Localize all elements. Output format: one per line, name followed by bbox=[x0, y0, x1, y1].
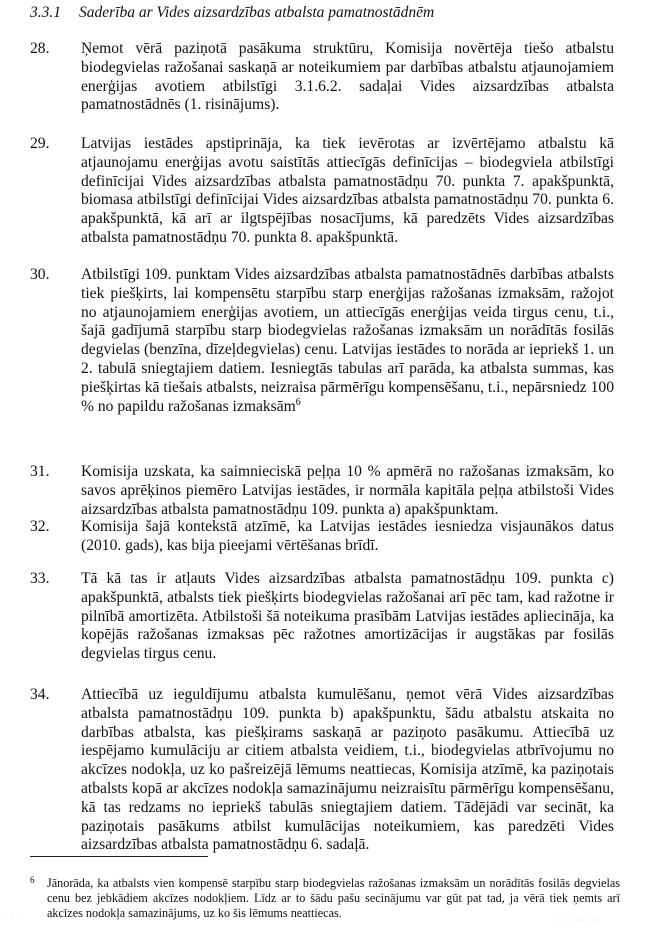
paragraph-number: 30. bbox=[30, 266, 50, 283]
section-heading bbox=[30, 4, 434, 22]
paragraph-30 bbox=[30, 266, 614, 416]
paragraph-text bbox=[81, 266, 614, 416]
scan-artifact-left: · · · bbox=[4, 913, 21, 922]
paragraph-text: Attiecībā uz ieguldījumu atbalsta kumulēšanu, ņemot vērā Vides aizsardzības atbalsta pamatnostādņu 109. punkta b) apakšpunktu, šādu atbalstu atskaita no darbības atbalsta, kas piešķirams saskaņā ar paziņoto pasākumu. Attiecībā uz iespējamo kumulāciju ar citiem atbalsta veidiem, t.i., biodegvielas atbrīvojumu no akcīzes nodokļa, uz ko pašreizējā lēmums neattiecas, Komisija atzīmē, ka paziņotais atbalsts kopā ar akcīzes nodokļa samazinājumu neizraisītu pārmērīgu kompensēšanu, kā tas redzams no iepriekš tabulās sniegtajiem datiem. Tādējādi var secināt, ka paziņotais pasākums atbilst kumulācijas noteikumiem, kas paredzēti Vides aizsardzības atbalsta pamatnostādņu 6. sadaļā. bbox=[81, 686, 614, 854]
footnote-text: Jānorāda, ka atbalsts vien kompensē starpību starp biodegvielas ražošanas izmaksām un norādītās fosilās degvielas cenu bez jebkādiem akcīzes nodokļiem. Līdz ar to šādu pašu secinājumu var gūt pat tad, ja vērā tiek ņemts arī akcīzes nodokļa samazinājums, uz ko šis lēmums neattiecas. bbox=[47, 876, 620, 921]
section-number: 3.3.1 bbox=[30, 4, 61, 21]
paragraph-34 bbox=[30, 686, 614, 855]
paragraph-number: 31. bbox=[30, 463, 50, 480]
paragraph-29 bbox=[30, 135, 614, 248]
footnote-number: 6 bbox=[30, 875, 35, 885]
paragraph-text: Komisija uzskata, ka saimnieciskā peļņa 10 % apmērā no ražošanas izmaksām, ko savos aprēķinos piemēro Latvijas iestādes, ir normāla kapitāla peļņa atbilstoši Vides aizsardzības atbalsta pamatnostādņu 109. punkta a) apakšpunktam. bbox=[81, 463, 614, 518]
paragraph-number: 34. bbox=[30, 686, 50, 703]
paragraph-number: 29. bbox=[30, 135, 50, 152]
paragraph-number: 32. bbox=[30, 518, 50, 535]
paragraph-text: Tā kā tas ir atļauts Vides aizsardzības atbalsta pamatnostādņu 109. punkta c) apakšpunktā, atbalsts tiek piešķirts biodegvielas ražošanai arī pēc tam, kad ražotne ir pilnībā amortizēta. Atbilstoši šā noteikuma prasībām Latvijas iestādes apliecināja, ka kopējās ražošanas izmaksas pēc ražotnes amortizācijas ir augstākas par fosilās degvielas tirgus cenu. bbox=[81, 570, 614, 663]
scan-artifact-right: · · · ·· · · bbox=[556, 916, 597, 925]
footnote-reference[interactable]: 6 bbox=[295, 396, 301, 408]
paragraph-text: Latvijas iestādes apstiprināja, ka tiek ievērotas ar izvērtējamo atbalstu kā atjaunojamu enerģijas avotu saistītās attiecīgās definīcijas – biodegviela atbilstīgi definīcijai Vides aizsardzības atbalsta pamatnostādņu 70. punkta 7. apakšpunktā, biomasa atbilstīgi definīcijai Vides aizsardzības atbalsta pamatnostādņu 70. punkta 6. apakšpunktā, kā arī ar ilgtspējības nosacījums, kā paredzēts Vides aizsardzības atbalsta pamatnostādņu 70. punkta 8. apakšpunktā. bbox=[81, 135, 614, 246]
section-title: Saderība ar Vides aizsardzības atbalsta pamatnostādnēm bbox=[79, 4, 435, 21]
footnote-separator bbox=[30, 856, 208, 857]
footnote bbox=[30, 876, 620, 922]
paragraph-number: 28. bbox=[30, 40, 50, 57]
paragraph-33 bbox=[30, 570, 614, 664]
paragraph-32 bbox=[30, 518, 614, 556]
paragraph-text: Komisija šajā kontekstā atzīmē, ka Latvijas iestādes iesniedza visjaunākos datus (2010. gads), kas bija pieejami vērtēšanas brīdī. bbox=[81, 518, 614, 554]
paragraph-body: Atbilstīgi 109. punktam Vides aizsardzības atbalsta pamatnostādnēs darbības atbalsts tiek piešķirts, lai kompensētu starpību starp enerģijas ražošanas izmaksām, ražojot no atjaunojamiem enerģijas avotiem, un attiecīgās enerģijas veida tirgus cenu, t.i., šajā gadījumā starpību starp biodegvielas ražošanas izmaksām un norādītās fosilās degvielas (benzīna, dīzeļdegvielas) cenu. Latvijas iestādes to norāda ar iepriekš 1. un 2. tabulā sniegtajiem datiem. Iesniegtās tabulas arī parāda, ka atbalsta summas, kas piešķirtas kā tiešais atbalsts, neizraisa pārmērīgu kompensēšanu, t.i., nepārsniedz 100 % no papildu ražošanas izmaksām bbox=[81, 266, 614, 415]
paragraph-28 bbox=[30, 40, 614, 115]
paragraph-text: Ņemot vērā paziņotā pasākuma struktūru, Komisija novērtēja tiešo atbalstu biodegvielas ražošanai saskaņā ar noteikumiem par darbības atbalstu atjaunojamiem enerģijas avotiem atbilstīgi 3.1.6.2. sadaļai Vides aizsardzības atbalsta pamatnostādnēs (1. risinājums). bbox=[81, 40, 614, 114]
paragraph-31 bbox=[30, 463, 614, 519]
paragraph-number: 33. bbox=[30, 570, 50, 587]
